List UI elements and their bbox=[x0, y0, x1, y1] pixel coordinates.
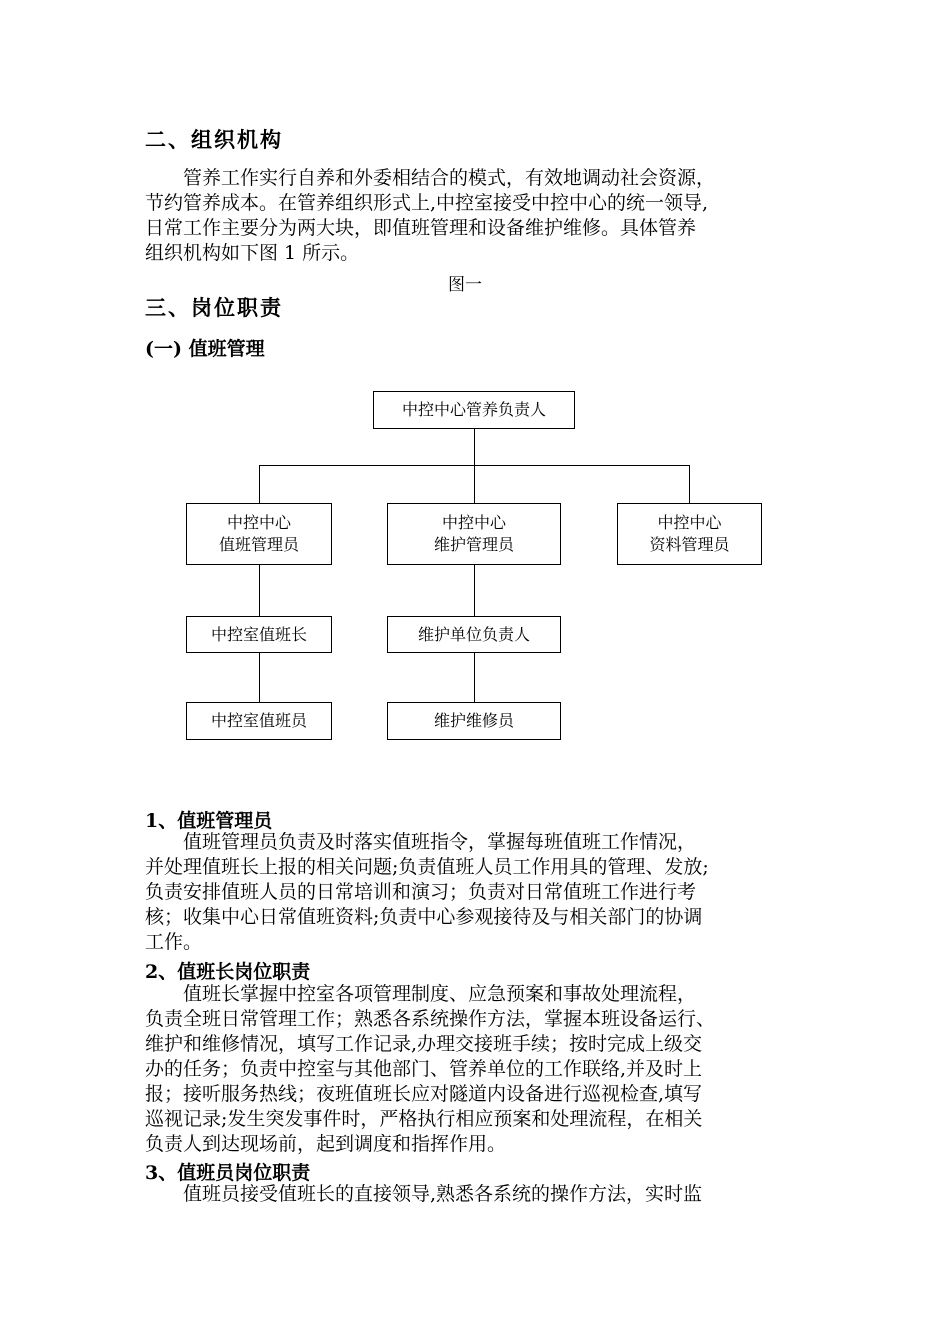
paragraph-line: 日常工作主要分为两大块，即值班管理和设备维护维修。具体管养 bbox=[145, 217, 697, 239]
paragraph-line: 负责人到达现场前，起到调度和指挥作用。 bbox=[145, 1133, 507, 1155]
paragraph-line: 报；接听服务热线；夜班值班长应对隧道内设备进行巡视检查,填写 bbox=[145, 1083, 703, 1105]
org-box-label: 资料管理员 bbox=[649, 535, 730, 554]
connector-line bbox=[689, 465, 690, 503]
organization-paragraph bbox=[145, 166, 825, 266]
org-box-label: 中控室值班长 bbox=[210, 624, 307, 644]
paragraph-line: 值班员接受值班长的直接领导,熟悉各系统的操作方法，实时监 bbox=[145, 1183, 703, 1205]
paragraph-line: 节约管养成本。在管养组织形式上,中控室接受中控中心的统一领导, bbox=[145, 192, 709, 214]
org-box-label: 值班管理员 bbox=[218, 535, 299, 554]
duty-paragraph-staff bbox=[145, 1182, 825, 1207]
org-box-label: 中控中心管养负责人 bbox=[401, 400, 546, 419]
paragraph-line: 负责安排值班人员的日常培训和演习；负责对日常值班工作进行考 bbox=[145, 881, 697, 903]
paragraph-line: 核；收集中心日常值班资料;负责中心参观接待及与相关部门的协调 bbox=[145, 906, 703, 928]
org-box-records-administrator bbox=[617, 503, 762, 565]
duty-paragraph-shift-leader bbox=[145, 982, 825, 1157]
paragraph-line: 工作。 bbox=[145, 931, 203, 953]
paragraph-line: 负责全班日常管理工作；熟悉各系统操作方法，掌握本班设备运行、 bbox=[145, 1008, 716, 1030]
org-box-maintenance-unit-head bbox=[387, 616, 561, 653]
org-box-label: 维护单位负责人 bbox=[417, 624, 530, 644]
connector-line bbox=[259, 465, 260, 503]
paragraph-line: 值班管理员负责及时落实值班指令，掌握每班值班工作情况， bbox=[145, 831, 697, 853]
section-heading-organization: 二、组织机构 bbox=[145, 127, 283, 152]
org-box-duty-staff bbox=[186, 702, 332, 740]
org-box-duty-administrator bbox=[186, 503, 332, 565]
paragraph-line: 办的任务；负责中控室与其他部门、管养单位的工作联络,并及时上 bbox=[145, 1058, 703, 1080]
duty-title-staff: 3、值班员岗位职责 bbox=[145, 1162, 311, 1184]
figure-caption: 图一 bbox=[448, 275, 482, 295]
org-box-label: 中控中心 bbox=[657, 513, 722, 532]
org-box-center-manager bbox=[373, 391, 575, 429]
connector-line bbox=[259, 652, 260, 702]
section-heading-duties: 三、岗位职责 bbox=[145, 295, 283, 320]
org-box-label: 中控室值班员 bbox=[210, 711, 307, 730]
paragraph-line: 巡视记录;发生突发事件时，严格执行相应预案和处理流程，在相关 bbox=[145, 1108, 703, 1130]
paragraph-line: 值班长掌握中控室各项管理制度、应急预案和事故处理流程， bbox=[145, 983, 697, 1005]
paragraph-line: 管养工作实行自养和外委相结合的模式，有效地调动社会资源， bbox=[145, 167, 716, 189]
org-box-label: 中控中心 bbox=[441, 513, 506, 532]
org-box-label: 维护维修员 bbox=[433, 711, 514, 730]
connector-line bbox=[259, 565, 260, 616]
org-box-maintenance-administrator bbox=[387, 503, 561, 565]
org-box-maintenance-worker bbox=[387, 702, 561, 740]
duty-title-shift-leader: 2、值班长岗位职责 bbox=[145, 961, 311, 983]
duty-title-administrator: 1、值班管理员 bbox=[145, 810, 273, 832]
org-box-label: 维护管理员 bbox=[433, 535, 514, 554]
connector-line bbox=[474, 428, 475, 466]
connector-line bbox=[474, 465, 475, 503]
paragraph-line: 维护和维修情况，填写工作记录,办理交接班手续；按时完成上级交 bbox=[145, 1033, 703, 1055]
org-box-label: 中控中心 bbox=[226, 513, 291, 532]
subsection-heading-duty-management: (一) 值班管理 bbox=[145, 338, 265, 360]
org-box-shift-leader bbox=[186, 616, 332, 653]
connector-line bbox=[474, 652, 475, 702]
paragraph-line: 组织机构如下图 1 所示。 bbox=[145, 242, 360, 264]
connector-line bbox=[474, 565, 475, 616]
paragraph-line: 并处理值班长上报的相关问题;负责值班人员工作用具的管理、发放; bbox=[145, 856, 709, 878]
duty-paragraph-administrator bbox=[145, 830, 825, 955]
